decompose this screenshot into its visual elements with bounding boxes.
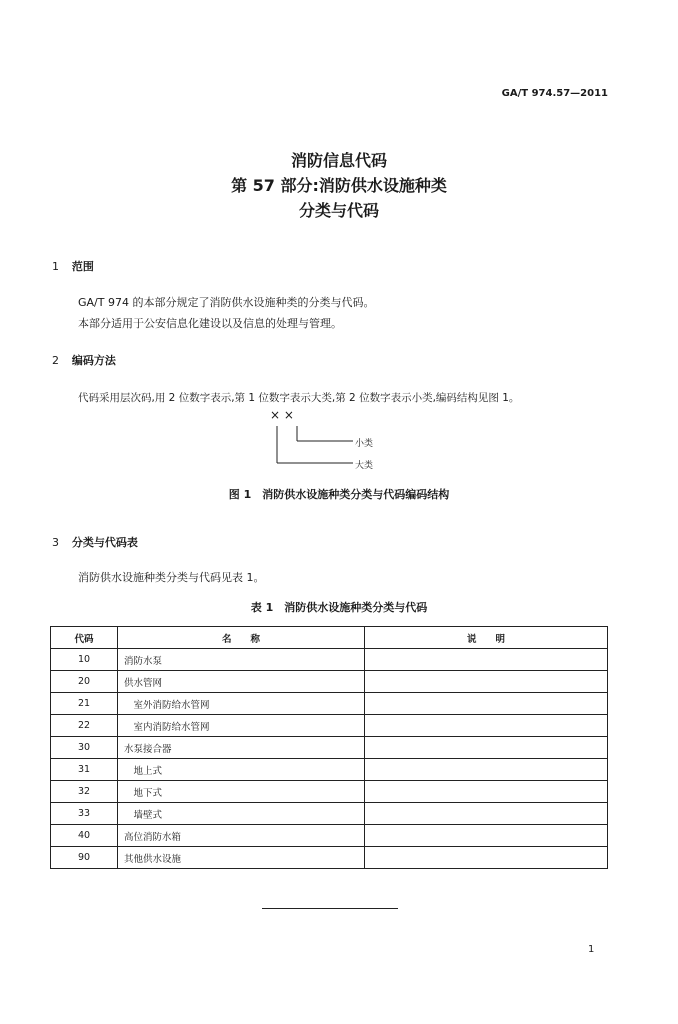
figure-caption: 图 1 消防供水设施种类分类与代码编码结构 — [228, 488, 450, 501]
minor-class-label: 小类 — [355, 439, 374, 449]
description-cell — [365, 803, 608, 825]
table-header-row — [51, 627, 608, 649]
header-description: 说 明 — [365, 627, 608, 649]
description-cell — [365, 737, 608, 759]
section-1-heading — [52, 258, 94, 274]
table-row — [51, 671, 608, 693]
major-class-label: 大类 — [355, 461, 374, 471]
paragraph: GA/T 974 的本部分规定了消防供水设施种类的分类与代码。 — [78, 296, 375, 309]
code-cell: 33 — [51, 803, 118, 825]
table-row — [51, 649, 608, 671]
code-cell: 31 — [51, 759, 118, 781]
table-row — [51, 781, 608, 803]
section-number: 1 — [52, 260, 59, 273]
description-cell — [365, 671, 608, 693]
table-row — [51, 847, 608, 869]
table-row — [51, 825, 608, 847]
section-number: 2 — [52, 354, 59, 367]
name-cell: 水泵接合器 — [118, 737, 365, 759]
table-row — [51, 715, 608, 737]
name-cell: 室外消防给水管网 — [118, 693, 365, 715]
code-cell: 30 — [51, 737, 118, 759]
table-row — [51, 693, 608, 715]
code-cell: 22 — [51, 715, 118, 737]
code-structure-diagram — [268, 408, 388, 474]
name-cell: 消防水泵 — [118, 649, 365, 671]
section-number: 3 — [52, 536, 59, 549]
name-cell: 地上式 — [118, 759, 365, 781]
table-body — [51, 649, 608, 869]
name-cell: 高位消防水箱 — [118, 825, 365, 847]
code-table — [50, 626, 608, 869]
title-line-3: 分类与代码 — [298, 201, 379, 220]
name-cell: 地下式 — [118, 781, 365, 803]
section-2-heading — [52, 352, 116, 368]
description-cell — [365, 781, 608, 803]
paragraph: 消防供水设施种类分类与代码见表 1。 — [78, 571, 265, 584]
code-cell: 10 — [51, 649, 118, 671]
section-title: 范围 — [71, 260, 94, 273]
description-cell — [365, 693, 608, 715]
table-row — [51, 803, 608, 825]
code-cell: 40 — [51, 825, 118, 847]
description-cell — [365, 759, 608, 781]
description-cell — [365, 649, 608, 671]
description-cell — [365, 825, 608, 847]
code-cell: 90 — [51, 847, 118, 869]
code-marks: × × — [270, 408, 294, 422]
header-code: 代码 — [51, 627, 118, 649]
title-line-1: 消防信息代码 — [290, 151, 387, 170]
paragraph: 本部分适用于公安信息化建设以及信息的处理与管理。 — [78, 317, 342, 330]
section-3-heading — [52, 534, 138, 550]
end-rule — [262, 908, 398, 909]
code-cell: 21 — [51, 693, 118, 715]
table-row — [51, 737, 608, 759]
table-caption: 表 1 消防供水设施种类分类与代码 — [250, 601, 428, 614]
description-cell — [365, 715, 608, 737]
section-title: 分类与代码表 — [71, 536, 138, 549]
description-cell — [365, 847, 608, 869]
name-cell: 其他供水设施 — [118, 847, 365, 869]
standard-number: GA/T 974.57—2011 — [501, 88, 608, 99]
code-cell: 32 — [51, 781, 118, 803]
name-cell: 供水管网 — [118, 671, 365, 693]
name-cell: 室内消防给水管网 — [118, 715, 365, 737]
section-title: 编码方法 — [71, 354, 116, 367]
page-number: 1 — [588, 944, 595, 955]
table-row — [51, 759, 608, 781]
code-cell: 20 — [51, 671, 118, 693]
paragraph: 代码采用层次码,用 2 位数字表示,第 1 位数字表示大类,第 2 位数字表示小类,编码结构见图 1。 — [78, 392, 520, 404]
title-line-2: 第 57 部分:消防供水设施种类 — [231, 176, 447, 195]
header-name: 名 称 — [118, 627, 365, 649]
name-cell: 墙壁式 — [118, 803, 365, 825]
